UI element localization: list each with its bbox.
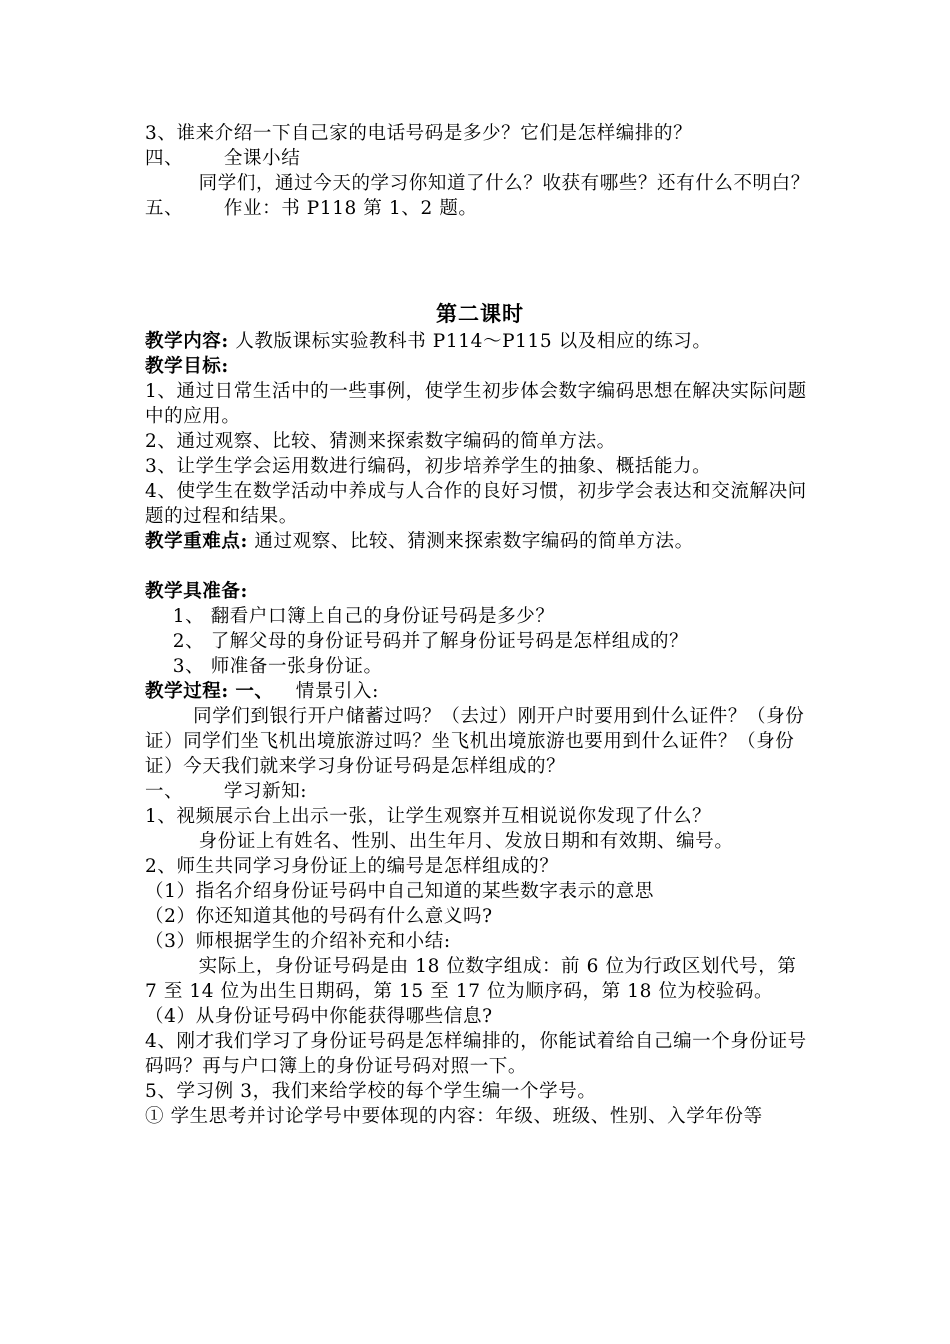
section-new-knowledge: 一、 学习新知: <box>145 781 308 802</box>
step-1-detail: 身份证上有姓名、性别、出生年月、发放日期和有效期、编号。 <box>198 831 734 852</box>
goal-item: 2、通过观察、比较、猜测来探索数字编码的简单方法。 <box>145 431 616 452</box>
section-homework: 五、 作业：书 P118 第 1、2 题。 <box>145 198 478 219</box>
goal-item: 3、让学生学会运用数进行编码，初步培养学生的抽象、概括能力。 <box>145 456 712 477</box>
step-4: 4、刚才我们学习了身份证号码是怎样编排的，你能试着给自己编一个身份证号码吗？再与户口簿上的身份证号码对照一下。 <box>145 1031 807 1077</box>
sub-step-4: （4）从身份证号码中你能获得哪些信息? <box>145 1006 493 1027</box>
teaching-content: 教学内容: 人教版课标实验教科书 P114～P115 以及相应的练习。 <box>145 331 712 352</box>
step-2: 2、师生共同学习身份证上的编号是怎样组成的？ <box>145 856 559 877</box>
sub-step-1: （1）指名介绍身份证号码中自己知道的某些数字表示的意思 <box>145 881 654 902</box>
key-points-label: 教学重难点: <box>145 531 248 552</box>
document-body <box>145 121 815 1129</box>
blank-line <box>145 554 815 579</box>
summary-text: 同学们，通过今天的学习你知道了什么？收获有哪些？还有什么不明白？ <box>198 173 810 194</box>
sub-step-3-detail: 实际上，身份证号码是由 18 位数字组成：前 6 位为行政区划代号，第 7 至 14 位为出生日期码，第 15 至 17 位为顺序码，第 18 位为校验码。 <box>145 956 797 1002</box>
prep-item: 2、 了解父母的身份证号码并了解身份证号码是怎样组成的？ <box>172 631 689 652</box>
step-5-detail: ① 学生思考并讨论学号中要体现的内容：年级、班级、性别、入学年份等 <box>145 1106 763 1127</box>
section-summary-heading: 四、 全课小结 <box>145 148 301 169</box>
prep-item: 3、 师准备一张身份证。 <box>172 656 383 677</box>
teaching-content-label: 教学内容: <box>145 331 229 352</box>
goal-item: 4、使学生在数学活动中养成与人合作的良好习惯，初步学会表达和交流解决问题的过程和结果。 <box>145 481 807 527</box>
goal-item: 1、通过日常生活中的一些事例，使学生初步体会数字编码思想在解决实际问题中的应用。 <box>145 381 807 427</box>
sub-step-3: （3）师根据学生的介绍补充和小结: <box>145 931 451 952</box>
prep-item: 1、 翻看户口簿上自己的身份证号码是多少？ <box>172 606 555 627</box>
step-5: 5、学习例 3，我们来给学校的每个学生编一个学号。 <box>145 1081 597 1102</box>
lesson-title: 第二课时 <box>436 301 524 326</box>
teaching-process: 教学过程: 一、 情景引入: <box>145 681 379 702</box>
preparation-label: 教学具准备: <box>145 581 248 602</box>
key-points: 教学重难点: 通过观察、比较、猜测来探索数字编码的简单方法。 <box>145 531 694 552</box>
teaching-goals-label: 教学目标: <box>145 356 229 377</box>
teaching-process-label: 教学过程: <box>145 681 229 702</box>
step-1: 1、视频展示台上出示一张，让学生观察并互相说说你发现了什么？ <box>145 806 712 827</box>
intro-text: 同学们到银行开户储蓄过吗？（去过）刚开户时要用到什么证件？（身份证）同学们坐飞机出境旅游过吗？坐飞机出境旅游也要用到什么证件？（身份证）今天我们就来学习身份证号码是怎样组成的？ <box>145 706 805 777</box>
question-3: 3、谁来介绍一下自己家的电话号码是多少？它们是怎样编排的？ <box>145 123 693 144</box>
sub-step-2: （2）你还知道其他的号码有什么意义吗? <box>145 906 493 927</box>
